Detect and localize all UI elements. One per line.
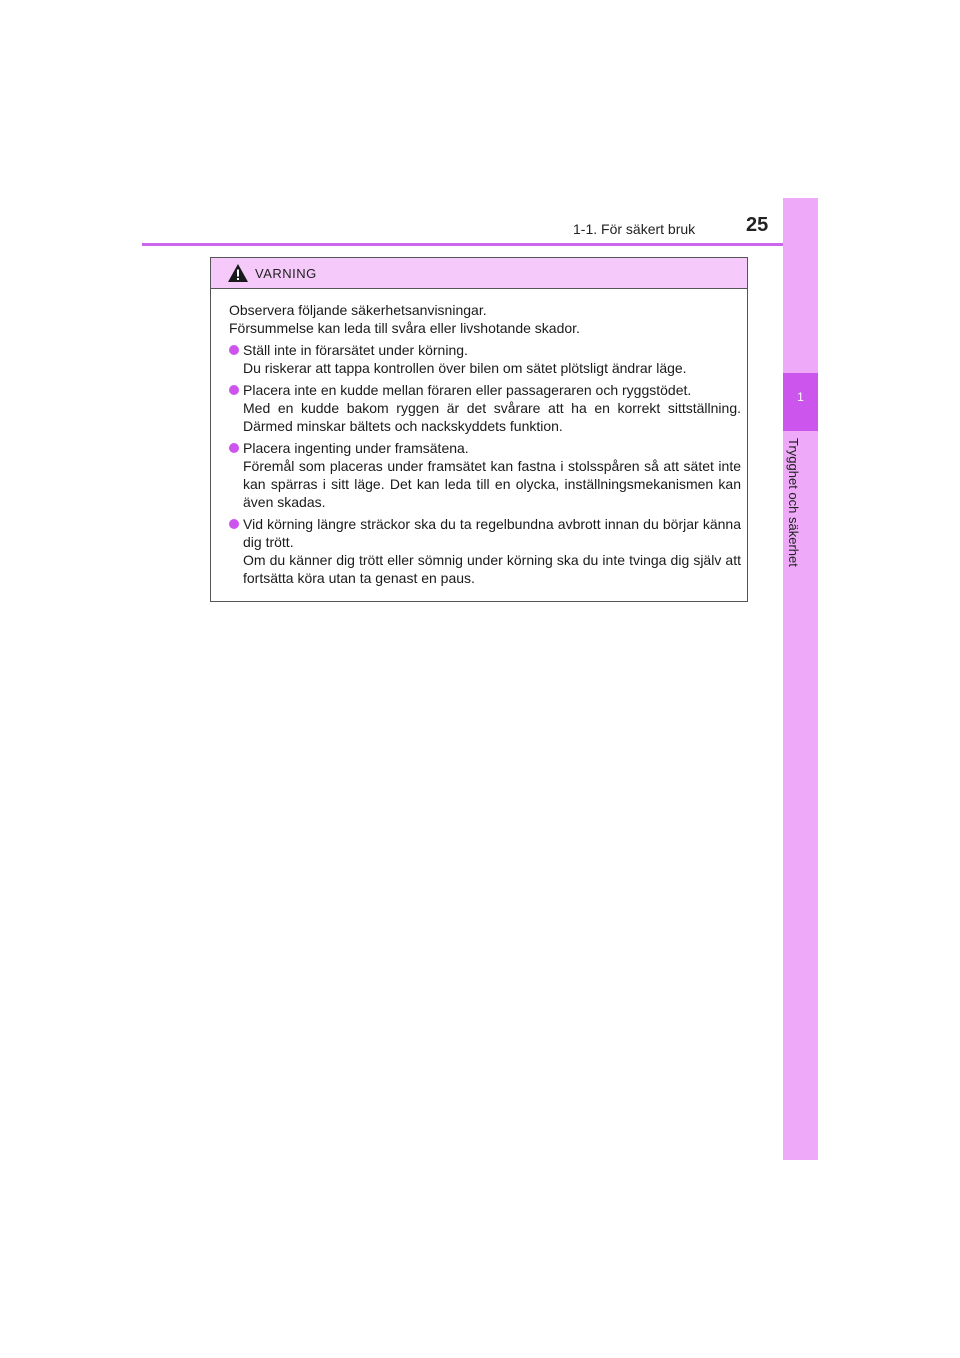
warning-item-lead: Ställ inte in förarsätet under körning. bbox=[243, 342, 468, 358]
bullet-icon bbox=[229, 443, 239, 453]
warning-item-text: Föremål som placeras under framsätet kan fastna i stolsspåren så att sätet inte kan spärras i sitt läge. Det kan leda till en olycka, inställningsmekanismen kan även skadas. bbox=[243, 458, 741, 510]
chapter-number: 1 bbox=[797, 390, 804, 404]
warning-triangle-icon bbox=[227, 263, 249, 283]
warning-item bbox=[229, 341, 741, 377]
chapter-side-tab bbox=[783, 198, 818, 1160]
page-number: 25 bbox=[746, 214, 769, 236]
warning-item-lead: Placera inte en kudde mellan föraren eller passageraren och ryggstödet. bbox=[243, 382, 692, 398]
warning-item bbox=[229, 381, 741, 435]
warning-intro bbox=[229, 301, 741, 337]
warning-item-text: Med en kudde bakom ryggen är det svårare att ha en korrekt sittställning. Därmed minskar bältets och nackskyddets funktion. bbox=[243, 400, 741, 434]
header-divider bbox=[142, 243, 818, 246]
warning-item bbox=[229, 439, 741, 511]
warning-item-lead: Placera ingenting under framsätena. bbox=[243, 440, 469, 456]
warning-title: VARNING bbox=[255, 265, 317, 281]
bullet-icon bbox=[229, 519, 239, 529]
warning-box bbox=[210, 257, 748, 602]
warning-item-lead: Vid körning längre sträckor ska du ta regelbundna avbrott innan du börjar känna dig trött. bbox=[243, 516, 741, 550]
warning-item bbox=[229, 515, 741, 587]
bullet-icon bbox=[229, 345, 239, 355]
section-title: 1-1. För säkert bruk bbox=[573, 221, 696, 237]
warning-item-text: Du riskerar att tappa kontrollen över bilen om sätet plötsligt ändrar läge. bbox=[243, 360, 687, 376]
warning-body bbox=[211, 289, 747, 587]
intro-line: Försummelse kan leda till svåra eller livshotande skador. bbox=[229, 320, 580, 336]
bullet-icon bbox=[229, 385, 239, 395]
warning-header bbox=[211, 258, 747, 289]
chapter-title: Trygghet och säkerhet bbox=[786, 438, 801, 567]
warning-item-text: Om du känner dig trött eller sömnig under körning ska du inte tvinga dig själv att fortsätta köra utan ta genast en paus. bbox=[243, 552, 741, 586]
intro-line: Observera följande säkerhetsanvisningar. bbox=[229, 302, 487, 318]
